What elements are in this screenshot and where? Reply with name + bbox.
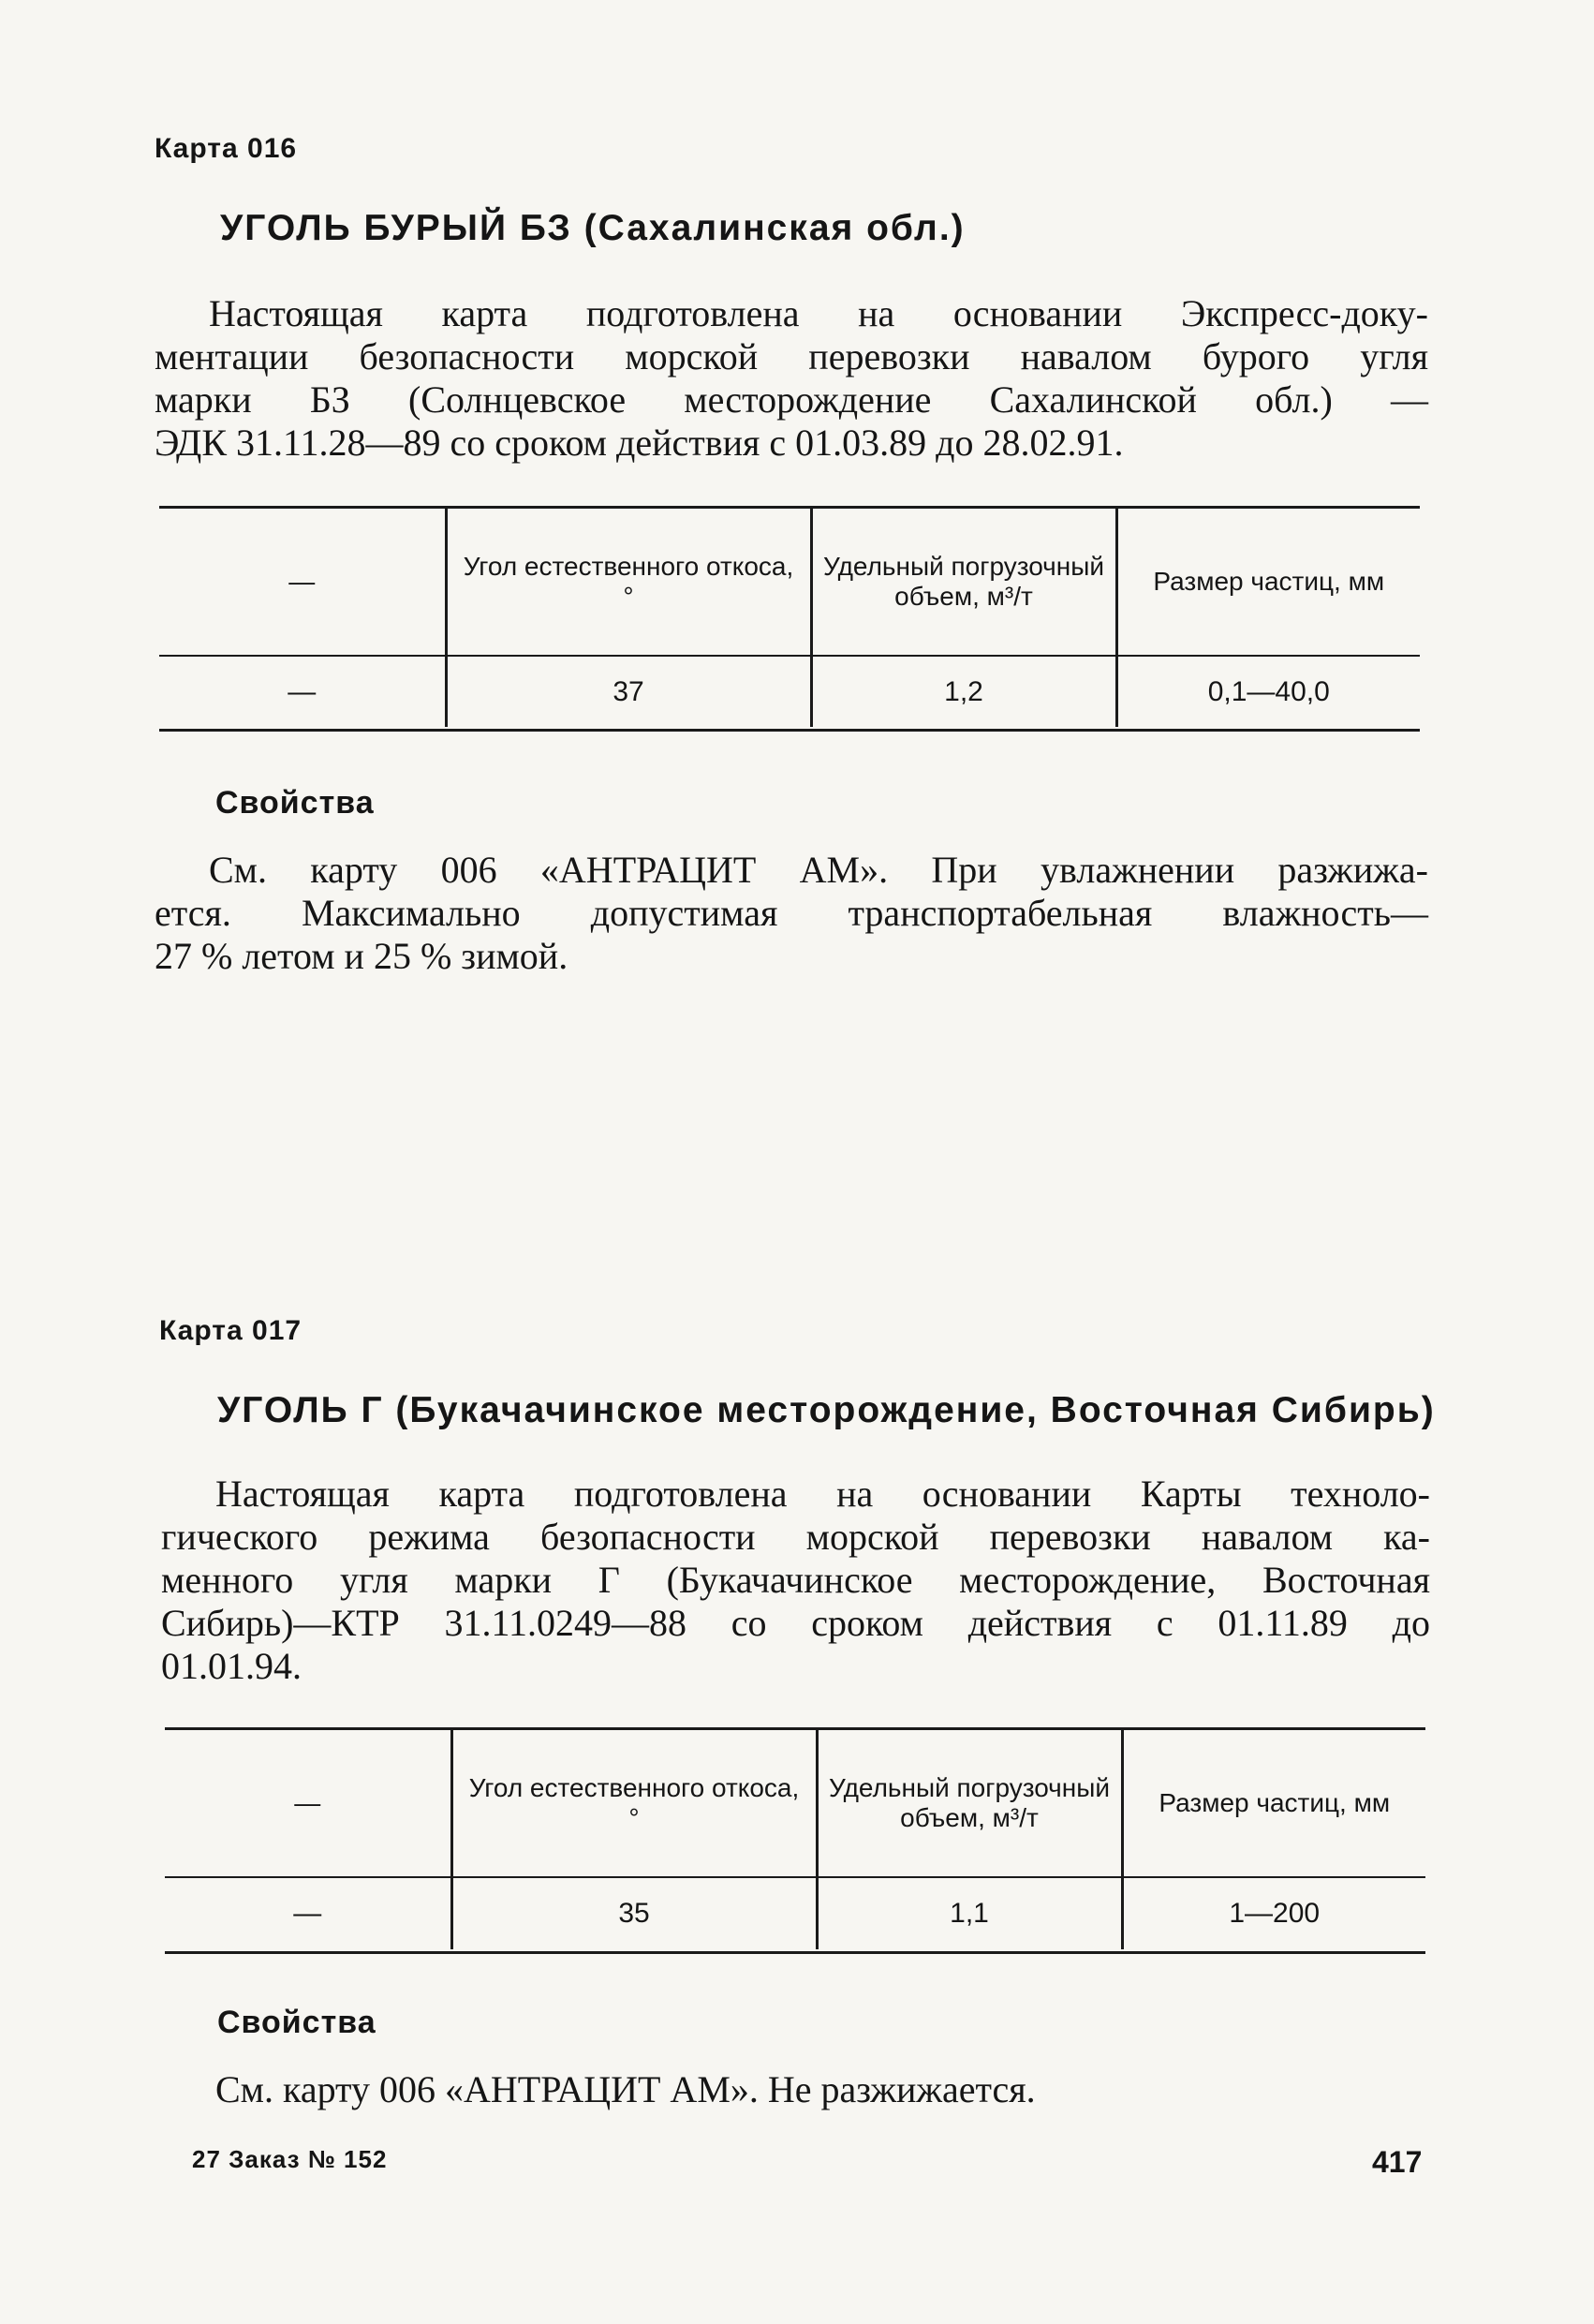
card-intro-paragraph bbox=[155, 292, 1428, 465]
paragraph-line: марки БЗ (Солнцевское месторождение Сахалинской обл.) — bbox=[155, 378, 1428, 421]
paragraph-line: ЭДК 31.11.28—89 со сроком действия с 01.03.89 до 28.02.91. bbox=[155, 422, 1124, 464]
table-cell: 35 bbox=[451, 1877, 817, 1949]
table-header-cell: Угол естественного откоса, ° bbox=[451, 1730, 817, 1877]
properties-heading: Свойства bbox=[215, 785, 375, 821]
paragraph-line: 27 % летом и 25 % зимой. bbox=[155, 935, 568, 977]
paragraph-line: См. карту 006 «АНТРАЦИТ АМ». Не разжижается. bbox=[215, 2068, 1036, 2110]
table-bottom-rule bbox=[159, 729, 1420, 732]
paragraph-line: гического режима безопасности морской перевозки навалом ка- bbox=[161, 1516, 1430, 1558]
properties-table bbox=[165, 1730, 1425, 1949]
table-cell: — bbox=[159, 656, 446, 727]
table-cell: 1,1 bbox=[817, 1877, 1122, 1949]
card-intro-paragraph bbox=[161, 1473, 1430, 1688]
table-cell: 37 bbox=[446, 656, 811, 727]
table-header-row bbox=[165, 1730, 1425, 1877]
card-number: Карта 016 bbox=[155, 133, 298, 164]
paragraph-line: См. карту 006 «АНТРАЦИТ АМ». При увлажнении разжижа- bbox=[209, 849, 1428, 891]
paragraph-line: Настоящая карта подготовлена на основании Карты техноло- bbox=[215, 1473, 1430, 1515]
table-header-cell: Размер частиц, мм bbox=[1116, 509, 1420, 656]
table-header-cell: Удельный погрузочный объем, м³/т bbox=[817, 1730, 1122, 1877]
paragraph-line: менного угля марки Г (Букачачинское месторождение, Восточная bbox=[161, 1559, 1430, 1601]
table-header-cell: Угол естественного откоса, ° bbox=[446, 509, 811, 656]
page-number: 417 bbox=[1372, 2145, 1423, 2179]
table-header-cell: Удельный погрузочный объем, м³/т bbox=[811, 509, 1116, 656]
table-row bbox=[165, 1877, 1425, 1949]
paragraph-line: Настоящая карта подготовлена на основании Экспресс-доку- bbox=[209, 292, 1428, 334]
print-order-note: 27 Заказ № 152 bbox=[192, 2145, 388, 2173]
properties-table bbox=[159, 509, 1420, 727]
properties-heading: Свойства bbox=[217, 2005, 376, 2040]
table-bottom-rule bbox=[165, 1951, 1425, 1954]
card-title: УГОЛЬ Г (Букачачинское месторождение, Восточная Сибирь) bbox=[217, 1390, 1436, 1430]
table-header-cell: — bbox=[159, 509, 446, 656]
table-cell: — bbox=[165, 1877, 451, 1949]
paragraph-line: ментации безопасности морской перевозки навалом бурого угля bbox=[155, 335, 1428, 377]
properties-paragraph bbox=[215, 2068, 1386, 2111]
table-row bbox=[159, 656, 1420, 727]
table-cell: 1,2 bbox=[811, 656, 1116, 727]
table-cell: 1—200 bbox=[1229, 1898, 1321, 1929]
paragraph-line: 01.01.94. bbox=[161, 1645, 302, 1687]
table-header-cell: Размер частиц, мм bbox=[1122, 1730, 1425, 1877]
table-header-row bbox=[159, 509, 1420, 656]
paragraph-line: ется. Максимально допустимая транспортабельная влажность— bbox=[155, 892, 1428, 934]
properties-paragraph bbox=[155, 849, 1428, 978]
card-title: УГОЛЬ БУРЫЙ БЗ (Сахалинская обл.) bbox=[220, 208, 966, 248]
card-number: Карта 017 bbox=[159, 1315, 303, 1346]
paragraph-line: Сибирь)—КТР 31.11.0249—88 со сроком действия с 01.11.89 до bbox=[161, 1602, 1430, 1644]
table-header-cell: — bbox=[165, 1730, 451, 1877]
table-cell: 0,1—40,0 bbox=[1207, 675, 1330, 707]
